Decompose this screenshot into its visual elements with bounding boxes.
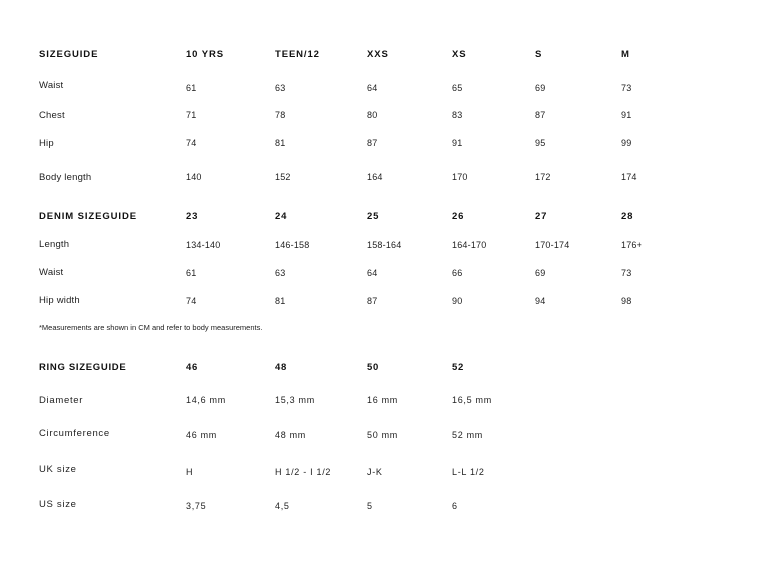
column-header: 25 [367,211,380,222]
column-header: 24 [275,211,288,222]
table-cell: 94 [535,296,546,306]
table-cell: 46 mm [186,430,218,440]
table-cell: 91 [452,138,463,148]
table-cell: 99 [621,138,632,148]
table-cell: 170-174 [535,240,570,250]
table-cell: 176+ [621,240,643,250]
table-cell: 73 [621,83,632,93]
table-cell: J-K [367,467,383,477]
table-cell: 71 [186,110,197,120]
row-label: Chest [39,110,65,121]
size-guide-title: SIZEGUIDE [39,49,99,60]
row-label: Diameter [39,395,84,406]
column-header: 10 YRS [186,49,224,60]
table-cell: 90 [452,296,463,306]
table-cell: 74 [186,296,197,306]
table-cell: 146-158 [275,240,310,250]
table-cell: 95 [535,138,546,148]
table-cell: 98 [621,296,632,306]
column-header: 50 [367,362,379,373]
table-cell: 3,75 [186,501,207,511]
table-cell: 69 [535,83,546,93]
table-cell: 50 mm [367,430,399,440]
table-cell: 65 [452,83,463,93]
table-cell: 66 [452,268,463,278]
column-header: XS [452,49,467,60]
denim-guide-title: DENIM SIZEGUIDE [39,211,137,222]
table-cell: 164 [367,172,383,182]
row-label: Body length [39,172,92,183]
column-header: S [535,49,543,60]
column-header: 46 [186,362,198,373]
table-cell: 80 [367,110,378,120]
table-cell: 81 [275,296,286,306]
table-cell: 14,6 mm [186,395,226,405]
table-cell: 15,3 mm [275,395,315,405]
table-cell: 4,5 [275,501,290,511]
table-cell: 87 [367,296,378,306]
column-header: 28 [621,211,634,222]
table-cell: 158-164 [367,240,402,250]
row-label: US size [39,499,77,510]
table-cell: H 1/2 - I 1/2 [275,467,332,477]
row-label: UK size [39,464,77,475]
table-cell: 78 [275,110,286,120]
table-cell: 64 [367,83,378,93]
column-header: XXS [367,49,389,60]
row-label: Length [39,239,70,250]
column-header: 23 [186,211,199,222]
row-label: Circumference [39,428,110,439]
ring-guide-title: RING SIZEGUIDE [39,362,127,373]
row-label: Waist [39,267,64,278]
table-cell: 61 [186,83,197,93]
table-cell: 134-140 [186,240,221,250]
column-header: TEEN/12 [275,49,320,60]
column-header: 26 [452,211,465,222]
table-cell: 64 [367,268,378,278]
table-cell: 61 [186,268,197,278]
table-cell: H [186,467,194,477]
table-cell: 174 [621,172,637,182]
row-label: Hip width [39,295,80,306]
column-header: M [621,49,630,60]
table-cell: 63 [275,83,286,93]
table-cell: 69 [535,268,546,278]
table-cell: 172 [535,172,551,182]
table-cell: 87 [367,138,378,148]
table-cell: 16 mm [367,395,399,405]
row-label: Hip [39,138,54,149]
table-cell: 63 [275,268,286,278]
column-header: 52 [452,362,464,373]
row-label: Waist [39,80,64,91]
column-header: 27 [535,211,548,222]
table-cell: 6 [452,501,458,511]
table-cell: 16,5 mm [452,395,492,405]
table-cell: L-L 1/2 [452,467,485,477]
table-cell: 91 [621,110,632,120]
table-cell: 74 [186,138,197,148]
table-cell: 5 [367,501,373,511]
table-cell: 52 mm [452,430,484,440]
table-cell: 170 [452,172,468,182]
measurement-note: *Measurements are shown in CM and refer to body measurements. [39,323,263,332]
table-cell: 140 [186,172,202,182]
column-header: 48 [275,362,287,373]
table-cell: 48 mm [275,430,307,440]
table-cell: 83 [452,110,463,120]
table-cell: 152 [275,172,291,182]
table-cell: 164-170 [452,240,487,250]
table-cell: 73 [621,268,632,278]
table-cell: 87 [535,110,546,120]
table-cell: 81 [275,138,286,148]
